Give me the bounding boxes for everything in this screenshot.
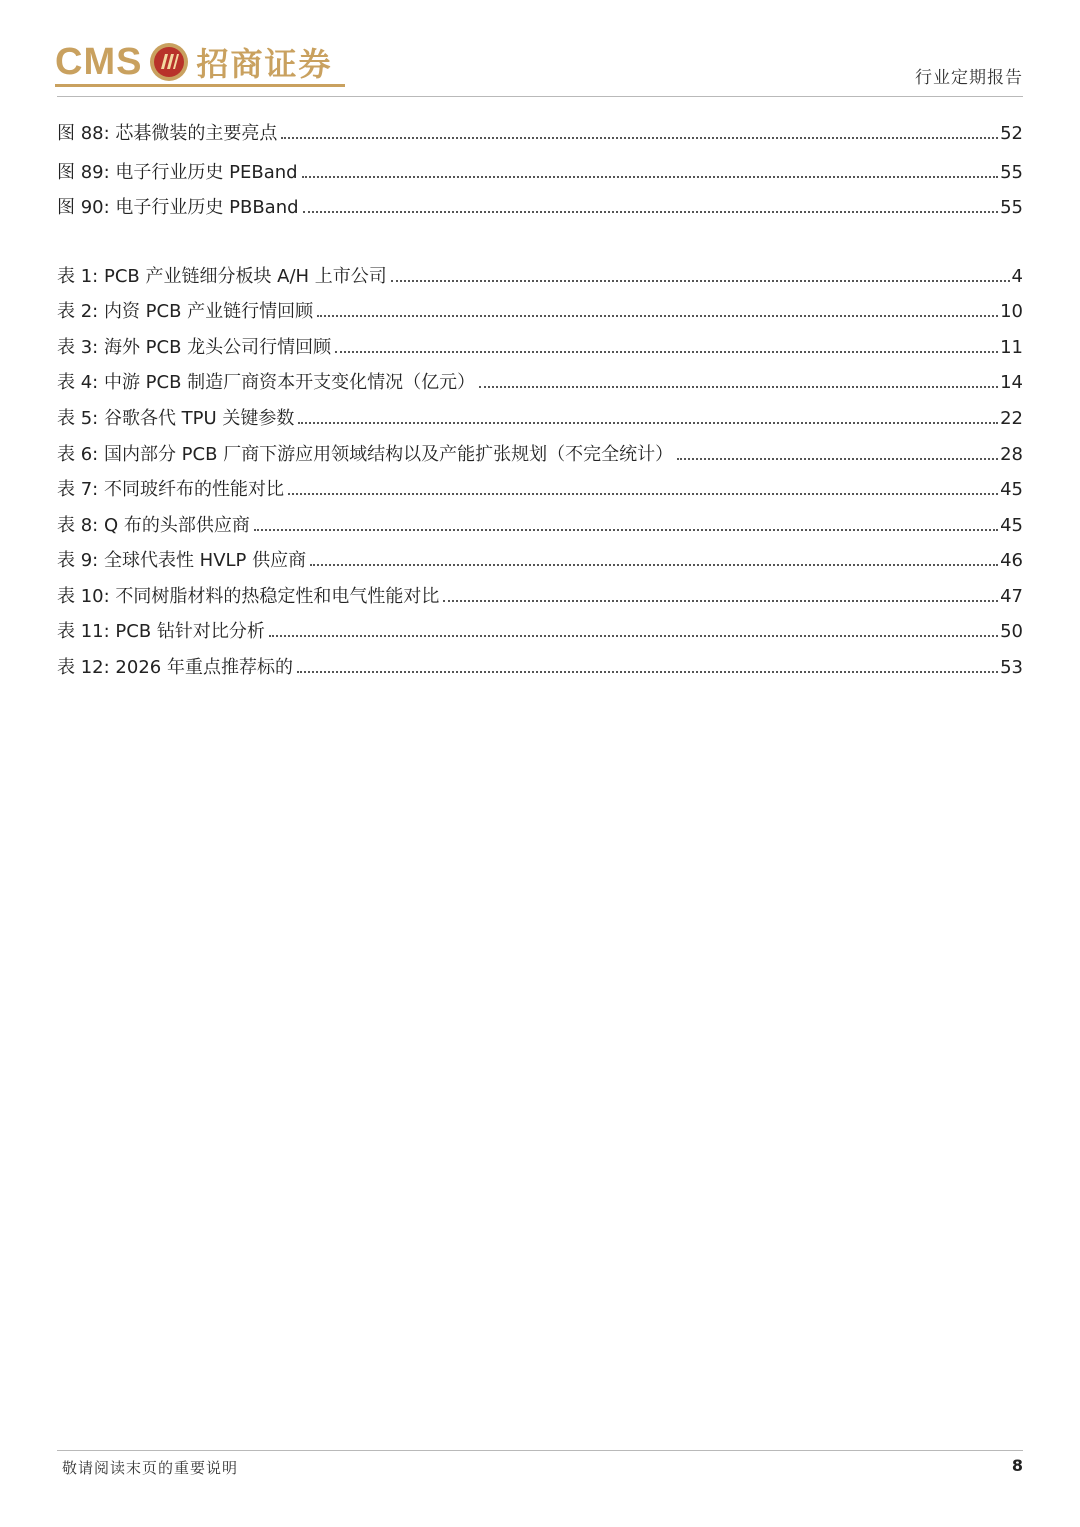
toc-entry-table-6[interactable] <box>57 443 1023 467</box>
toc-entry-table-10[interactable] <box>57 585 1023 609</box>
toc-entry-table-1[interactable] <box>57 265 1023 289</box>
toc-entry-page: 11 <box>1000 337 1023 358</box>
toc-entry-figure-90[interactable] <box>57 196 1023 220</box>
toc-entry-page: 4 <box>1011 266 1023 287</box>
toc-entry-label: 表 12: 2026 年重点推荐标的 <box>57 657 293 678</box>
toc-entry-page: 10 <box>1000 301 1023 322</box>
toc-entry-table-3[interactable] <box>57 336 1023 360</box>
toc-leader-dots <box>391 279 1010 282</box>
toc-entry-page: 47 <box>1000 586 1023 607</box>
toc-leader-dots <box>297 670 998 673</box>
toc-entry-label: 表 3: 海外 PCB 龙头公司行情回顾 <box>57 337 332 358</box>
toc-entry-table-9[interactable] <box>57 549 1023 573</box>
toc-entry-page: 50 <box>1000 621 1023 642</box>
toc-entry-page: 46 <box>1000 550 1023 571</box>
toc-leader-dots <box>443 599 998 602</box>
toc-entry-table-12[interactable] <box>57 656 1023 680</box>
toc-entry-page: 55 <box>1000 197 1023 218</box>
toc-leader-dots <box>281 136 998 139</box>
footer-divider <box>57 1450 1023 1451</box>
toc-entry-label: 表 10: 不同树脂材料的热稳定性和电气性能对比 <box>57 586 440 607</box>
toc-entry-table-5[interactable] <box>57 407 1023 431</box>
toc-entry-label: 表 6: 国内部分 PCB 厂商下游应用领域结构以及产能扩张规划（不完全统计） <box>57 444 674 465</box>
cms-logo <box>55 38 332 86</box>
logo-underline <box>55 84 345 87</box>
toc-entry-page: 22 <box>1000 408 1023 429</box>
toc-entry-page: 53 <box>1000 657 1023 678</box>
toc-leader-dots <box>317 314 998 317</box>
toc-entry-label: 表 8: Q 布的头部供应商 <box>57 515 250 536</box>
page-number: 8 <box>1011 1456 1023 1475</box>
toc-entry-figure-88[interactable] <box>57 122 1023 146</box>
toc-entry-table-8[interactable] <box>57 514 1023 538</box>
toc-entry-page: 45 <box>1000 479 1023 500</box>
toc-entry-page: 14 <box>1000 372 1023 393</box>
toc-leader-dots <box>303 210 999 213</box>
toc-leader-dots <box>310 563 998 566</box>
toc-entry-page: 55 <box>1000 162 1023 183</box>
disclaimer-note: 敬请阅读末页的重要说明 <box>62 1459 239 1477</box>
toc-entry-label: 图 89: 电子行业历史 PEBand <box>57 162 298 183</box>
toc-leader-dots <box>254 528 998 531</box>
toc-leader-dots <box>288 492 998 495</box>
report-type-label: 行业定期报告 <box>915 68 1023 88</box>
toc-entry-table-7[interactable] <box>57 478 1023 502</box>
toc-entry-label: 表 9: 全球代表性 HVLP 供应商 <box>57 550 307 571</box>
toc-entry-label: 表 1: PCB 产业链细分板块 A/H 上市公司 <box>57 266 387 287</box>
logo-chinese-text: 招商证券 <box>196 45 333 83</box>
toc-leader-dots <box>677 457 998 460</box>
toc-leader-dots <box>335 350 998 353</box>
toc-entry-label: 表 5: 谷歌各代 TPU 关键参数 <box>57 408 295 429</box>
toc-leader-dots <box>479 385 998 388</box>
toc-leader-dots <box>269 634 998 637</box>
toc-leader-dots <box>302 175 999 178</box>
toc-entry-table-4[interactable] <box>57 371 1023 395</box>
toc-leader-dots <box>298 421 998 424</box>
logo-latin-text: CMS <box>55 40 143 83</box>
toc-entry-label: 表 11: PCB 钻针对比分析 <box>57 621 265 642</box>
toc-entry-label: 图 90: 电子行业历史 PBBand <box>57 197 299 218</box>
header-divider <box>57 96 1023 97</box>
toc-entry-table-2[interactable] <box>57 300 1023 324</box>
toc-entry-label: 图 88: 芯碁微装的主要亮点 <box>57 123 278 144</box>
toc-entry-label: 表 2: 内资 PCB 产业链行情回顾 <box>57 301 314 322</box>
toc-entry-page: 28 <box>1000 444 1023 465</box>
page-header <box>0 0 1080 100</box>
toc-entry-page: 45 <box>1000 515 1023 536</box>
toc-entry-figure-89[interactable] <box>57 161 1023 185</box>
toc-entry-label: 表 7: 不同玻纤布的性能对比 <box>57 479 284 500</box>
toc-entry-table-11[interactable] <box>57 620 1023 644</box>
toc-entry-label: 表 4: 中游 PCB 制造厂商资本开支变化情况（亿元） <box>57 372 476 393</box>
cms-emblem-icon <box>148 41 190 83</box>
toc-entry-page: 52 <box>1000 123 1023 144</box>
